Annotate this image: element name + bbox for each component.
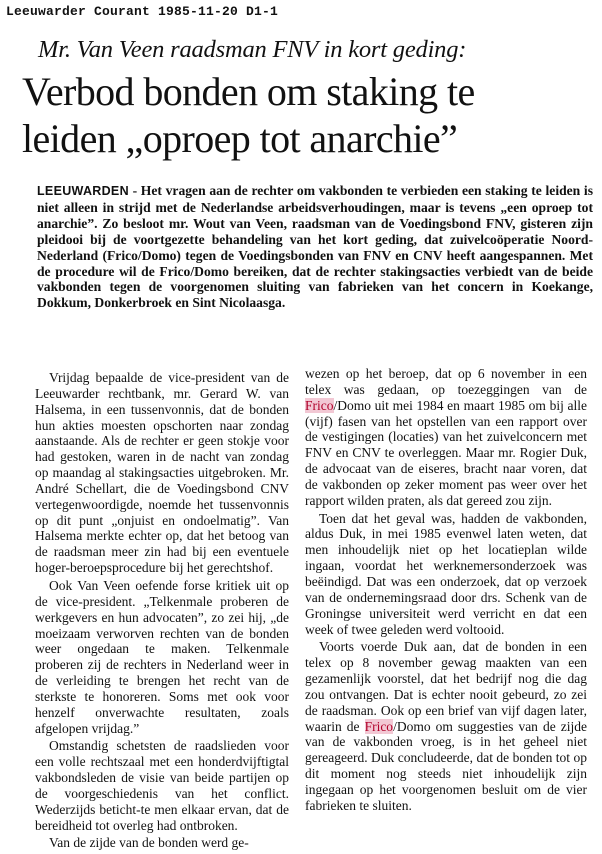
right-p1-text-b: /Domo uit mei 1984 en maart 1985 om bij alle (vijf) fasen van het opstellen van een rapport over de vestigingen (locaties) van het zuivelconcern met FNV en CNV te overleggen. Maar mr. Rogier Duk, de advocaat van de eiseres, bracht naar voren, dat de vakbonden op zeker moment pas weer over het rapport wilden praten, als dat gereed zou zijn. <box>305 397 587 508</box>
kicker: Mr. Van Veen raadsman FNV in kort geding: <box>38 36 467 63</box>
left-paragraph-1: Vrijdag bepaalde de vice-president van de Leeuwarder rechtbank, mr. Gerard W. van Halsema, in een tussenvonnis, dat de bonden hun akties moesten opschorten naar zondag aanstaande. Als de rechter er geen stokje voor had gestoken, waren in de nacht van zondag op maandag al stakingsacties uitgebroken. Mr. André Schellart, die de Voedingsbond CNV vertegenwoordigde, noemde het tussenvonnis op dit punt „onjuist en ondoelmatig”. Van Halsema merkte echter op, dat het betoog van de raadsman meer zin had bij een eventuele hoger-beroepsprocedure bij het gerechtshof. <box>35 370 289 576</box>
left-paragraph-4: Van de zijde van de bonden werd ge- <box>49 835 249 851</box>
headline-line-2: leiden „oproep tot anarchie” <box>22 116 458 161</box>
right-column <box>305 366 587 814</box>
headline <box>22 68 597 162</box>
right-paragraph-3 <box>305 639 587 813</box>
highlighted-term: Frico <box>364 718 394 734</box>
lead-text: - Het vragen aan de rechter om vakbonden te verbieden een staking te leiden is niet alleen in strijd met de Nederlandse arbeidsverhoudingen, maar is tevens „een oproep tot anarchie”. Zo besloot mr. Wout van Veen, raadsman van de Voedingsbond FNV, gisteren zijn pleidooi bij de voortgezette behandeling van het kort geding, dat zuivelcoöperatie Noord-Nederland (Frico/Domo) tegen de Voedingsbonden van FNV en CNV heeft aangespannen. Met de procedure wil de Frico/Domo bereiken, dat de rechter stakingsacties verbiedt van de beide vakbonden tegen de voorgenomen sluiting van fabrieken van het concern in Koekange, Dokkum, Donkerbroek en Sint Nicolaasga. <box>37 183 593 311</box>
right-paragraph-1 <box>305 366 587 509</box>
highlighted-term: Frico <box>305 397 334 413</box>
right-p3-text-b: /Domo om suggesties van de zijde van de vakbonden vroeg, is in het geheel niet gereageerd. Duk concludeerde, dat de bonden tot op dit moment nog steeds niet inhoudelijk zijn ingegaan op het voorgenomen besluit om de vier fabrieken te sluiten. <box>305 718 587 813</box>
left-paragraph-3: Omstandig schetsten de raadslieden voor een volle rechtszaal met een honderdvijftigtal vakbondsleden de visie van beide partijen op de voorgeschiedenis van het conflict. Wederzijds beticht-te men elkaar ervan, dat de bereidheid tot overleg had ontbroken. <box>35 738 289 833</box>
left-column <box>35 370 289 851</box>
dateline: LEEUWARDEN <box>37 184 129 198</box>
left-paragraph-2: Ook Van Veen oefende forse kritiek uit op de vice-president. „Telkenmale proberen de werkgevers en hun advocaten”, zo zei hij, „de moeizaam verworven rechten van de bonden weer ongedaan te maken. Telkenmale proberen zij de rechters in Nederland weer in de verleiding te brengen het recht van de sterkste te honoreren. Soms met ook voor henzelf onverwachte resultaten, zoals afgelopen vrijdag.” <box>35 577 289 736</box>
right-p3-text-a: Voorts voerde Duk aan, dat de bonden in een telex op 8 november gewag maakten van een gezamenlijk voorstel, dat het bedrijf nog die dag zou ontvangen. Dat is echter nooit gebeurd, zo zei de raadsman. Ook op een brief van vijf dagen later, waarin de <box>305 639 587 734</box>
lead-paragraph <box>37 183 593 311</box>
right-p1-text-a: wezen op het beroep, dat op 6 november in een telex was gedaan, op toezeggingen van de <box>305 366 587 397</box>
right-paragraph-2: Toen dat het geval was, hadden de vakbonden, aldus Duk, in mei 1985 evenwel laten weten, dat men inhoudelijk niet op het locatieplan wilde ingaan, voordat het werknemersonderzoek was beëindigd. Dat was een onderzoek, dat op verzoek van de ondernemingsraad door drs. Schenk van de Groningse universiteit werd verricht en dat een week of twee geleden werd voltooid. <box>305 510 587 637</box>
headline-line-1: Verbod bonden om staking te <box>22 69 475 114</box>
source-label: Leeuwarder Courant 1985-11-20 D1-1 <box>6 4 279 19</box>
